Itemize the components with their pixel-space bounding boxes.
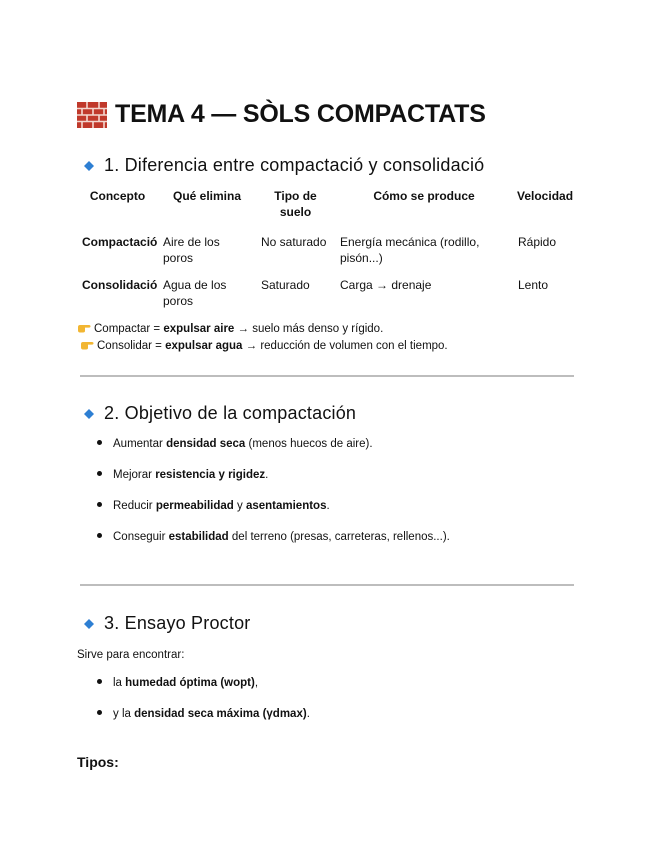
table-cell: Saturado bbox=[261, 278, 310, 292]
table-header: Cómo se produce bbox=[373, 189, 475, 203]
list-item: Reducir permeabilidad y asentamientos. bbox=[97, 500, 330, 512]
list-item: la humedad óptima (wopt), bbox=[97, 677, 258, 689]
proctor-intro: Sirve para encontrar: bbox=[77, 649, 185, 661]
table-header: Concepto bbox=[89, 189, 146, 203]
table-row bbox=[77, 230, 577, 273]
table-cell: Aire de los poros bbox=[163, 235, 220, 265]
table-header: Velocidad bbox=[517, 189, 574, 203]
table-cell: Lento bbox=[518, 278, 549, 292]
note-compactar: Compactar = expulsar aire → suelo más denso y rígido. bbox=[77, 322, 383, 335]
list-item: y la densidad seca máxima (γdmax). bbox=[97, 708, 310, 720]
blue-diamond-icon bbox=[84, 619, 94, 629]
table-row bbox=[77, 273, 577, 316]
list-item: Conseguir estabilidad del terreno (presas, carreteras, rellenos...). bbox=[97, 531, 450, 543]
table-header: Tipo de suelo bbox=[274, 189, 317, 219]
brick-icon bbox=[77, 102, 107, 128]
section-heading-2: 2. Objetivo de la compactación bbox=[84, 403, 356, 424]
note-consolidar: Consolidar = expulsar agua → reducción de volumen con el tiempo. bbox=[80, 339, 448, 352]
table-cell: Consolidació bbox=[82, 278, 158, 292]
table-cell: No saturado bbox=[261, 235, 327, 249]
list-item: Aumentar densidad seca (menos huecos de aire). bbox=[97, 438, 373, 450]
blue-diamond-icon bbox=[84, 161, 94, 171]
section-heading-3: 3. Ensayo Proctor bbox=[84, 613, 250, 634]
tipos-label: Tipos: bbox=[77, 754, 119, 770]
blue-diamond-icon bbox=[84, 409, 94, 419]
section-divider bbox=[80, 584, 574, 586]
table-cell: Carga → drenaje bbox=[340, 278, 432, 292]
pointing-hand-icon bbox=[80, 339, 94, 350]
section-divider bbox=[80, 375, 574, 377]
table-header-row bbox=[77, 184, 577, 230]
table-cell: Compactació bbox=[82, 235, 158, 249]
table-header: Qué elimina bbox=[172, 189, 242, 203]
comparison-table bbox=[77, 184, 577, 316]
pointing-hand-icon bbox=[77, 322, 91, 333]
table-cell: Rápido bbox=[518, 235, 557, 249]
table-cell: Agua de los poros bbox=[163, 278, 227, 308]
section-heading-1: 1. Diferencia entre compactació y consolidació bbox=[84, 155, 484, 176]
list-item: Mejorar resistencia y rigidez. bbox=[97, 469, 268, 481]
page-title bbox=[77, 100, 486, 129]
page-title-text: TEMA 4 — SÒLS COMPACTATS bbox=[115, 100, 486, 128]
table-cell: Energía mecánica (rodillo, pisón...) bbox=[340, 235, 480, 265]
